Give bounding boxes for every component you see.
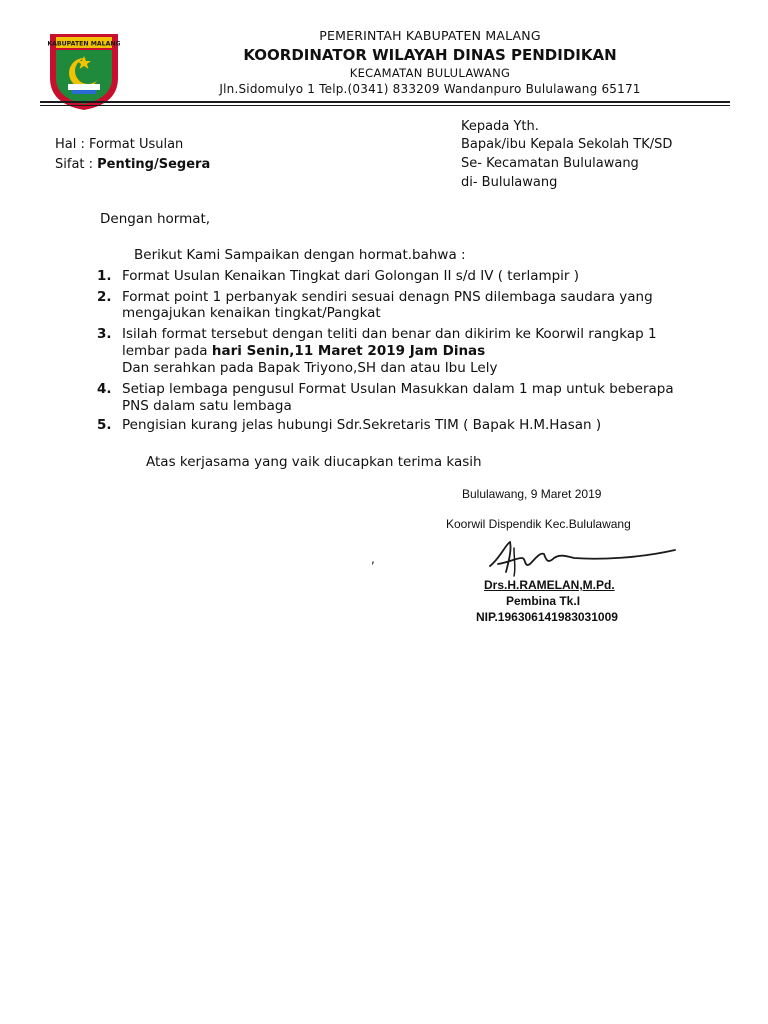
list-item-5-line-1: Pengisian kurang jelas hubungi Sdr.Sekretaris TIM ( Bapak H.M.Hasan ) (122, 417, 602, 433)
stray-mark: , (371, 552, 375, 566)
list-item-3-line-3: Dan serahkan pada Bapak Triyono,SH dan atau Ibu Lely (122, 360, 498, 376)
recipient-line-2: Bapak/ibu Kepala Sekolah TK/SD (461, 137, 673, 152)
signatory-name: Drs.H.RAMELAN,M.Pd. (484, 578, 615, 592)
letterhead-office-title: KOORDINATOR WILAYAH DINAS PENDIDIKAN (243, 46, 617, 64)
signature-office: Koorwil Dispendik Kec.Bululawang (446, 517, 631, 531)
kabupaten-malang-logo (48, 28, 120, 112)
letterhead-address: Jln.Sidomulyo 1 Telp.(0341) 833209 Wandanpuro Bululawang 65171 (219, 82, 641, 96)
list-item-number: 5. (97, 417, 112, 433)
list-item-number: 4. (97, 381, 112, 397)
signature-place-date: Bululawang, 9 Maret 2019 (462, 487, 602, 501)
list-item-number: 3. (97, 326, 112, 342)
greeting: Dengan hormat, (100, 211, 211, 227)
signatory-nip: NIP.196306141983031009 (476, 610, 618, 624)
recipient-line-1: Kepada Yth. (461, 119, 539, 134)
list-item-1-line-1: Format Usulan Kenaikan Tingkat dari Golongan II s/d IV ( terlampir ) (122, 268, 580, 284)
list-item-4-line-1: Setiap lembaga pengusul Format Usulan Masukkan dalam 1 map untuk beberapa (122, 381, 674, 397)
subject-sifat-value: Penting/Segera (97, 157, 211, 172)
recipient-line-3: Se- Kecamatan Bululawang (461, 156, 639, 171)
list-item-number: 1. (97, 268, 112, 284)
list-item-2-line-1: Format point 1 perbanyak sendiri sesuai denagn PNS dilembaga saudara yang (122, 289, 653, 305)
list-item-2-line-2: mengajukan kenaikan tingkat/Pangkat (122, 305, 381, 321)
recipient-line-4: di- Bululawang (461, 175, 558, 190)
subject-sifat-label: Sifat : (55, 157, 98, 172)
letterhead-rule-thin (40, 105, 730, 106)
logo-banner-text: KABUPATEN MALANG (48, 40, 120, 48)
list-item-4-line-2: PNS dalam satu lembaga (122, 398, 292, 414)
list-item-3-line-2 (122, 343, 485, 359)
subject-sifat (55, 157, 210, 172)
letterhead-district: KECAMATAN BULULAWANG (349, 66, 511, 80)
list-item-number: 2. (97, 289, 112, 305)
intro: Berikut Kami Sampaikan dengan hormat.bahwa : (134, 247, 466, 263)
letterhead-line-1: PEMERINTAH KABUPATEN MALANG (319, 28, 541, 43)
signatory-rank: Pembina Tk.I (506, 594, 581, 608)
list-item-3-line-1: Isilah format tersebut dengan teliti dan benar dan dikirim ke Koorwil rangkap 1 (122, 326, 657, 342)
letterhead-rule-thick (40, 101, 730, 103)
closing-sentence: Atas kerjasama yang vaik diucapkan terima kasih (146, 454, 482, 470)
deadline-text: hari Senin,11 Maret 2019 Jam Dinas (211, 343, 486, 359)
list-item-3-line-2-prefix: lembar pada (122, 343, 212, 359)
subject-hal: Hal : Format Usulan (55, 137, 184, 152)
